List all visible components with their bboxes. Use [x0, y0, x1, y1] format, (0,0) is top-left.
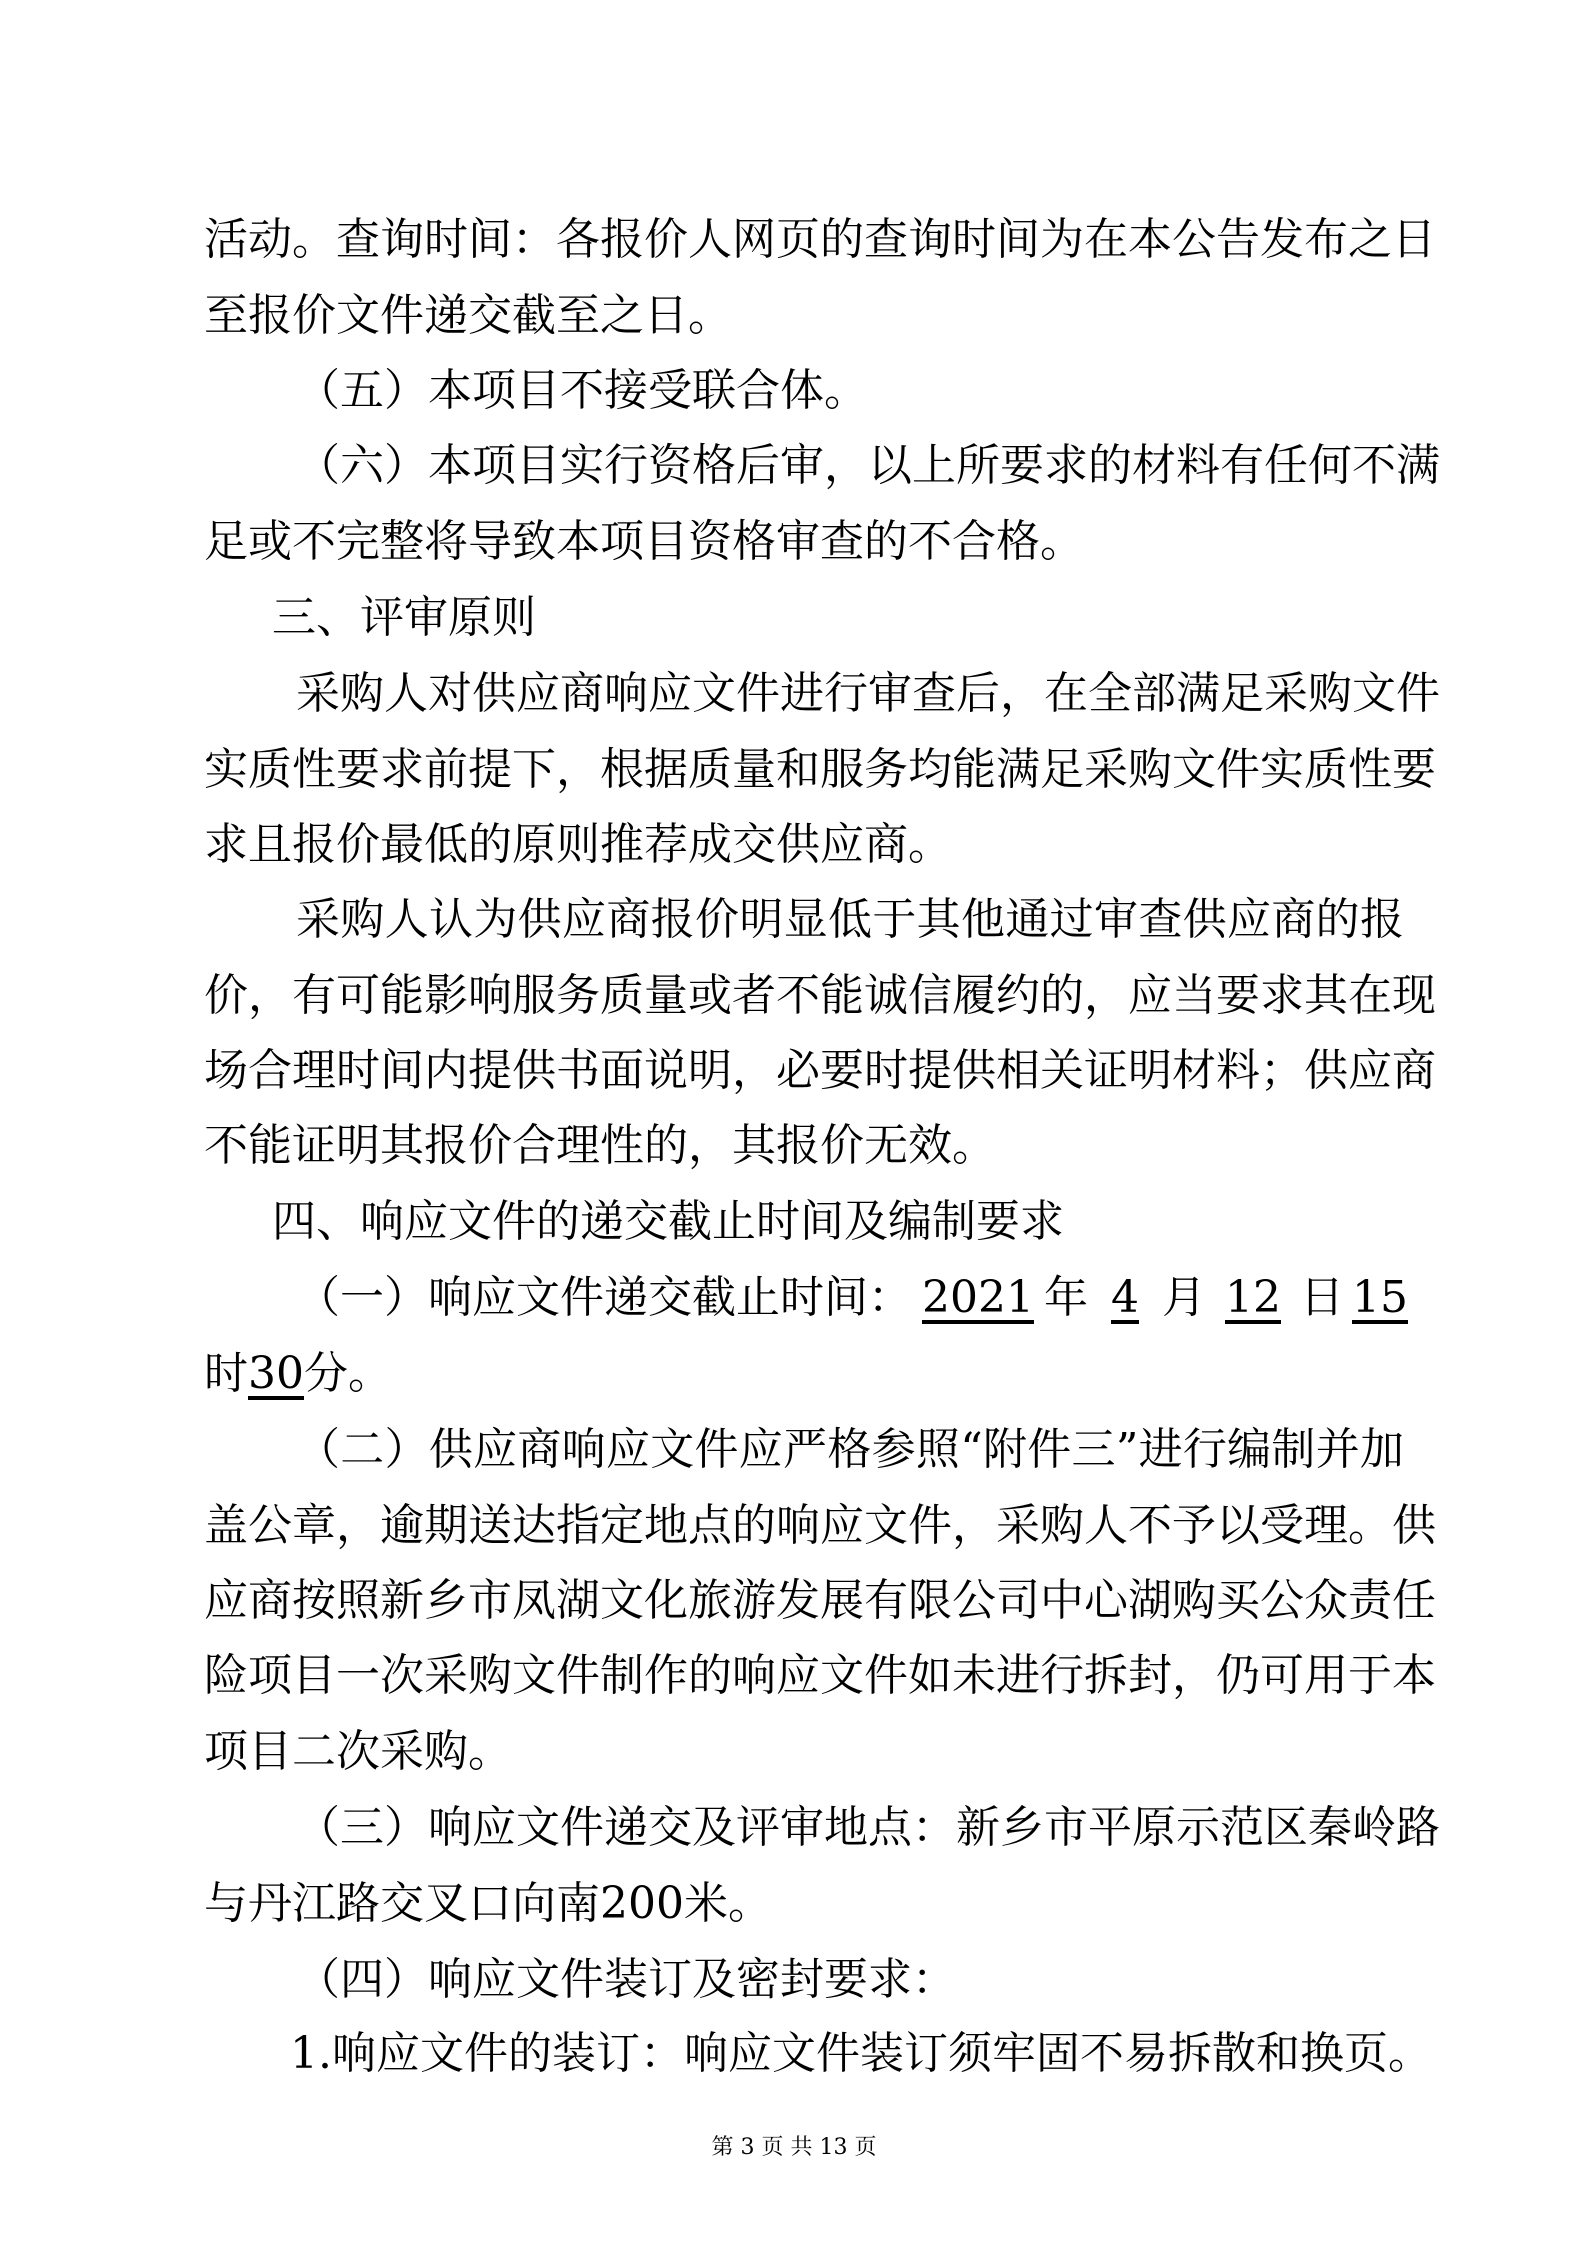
- paragraph-line: 与丹江路交叉口向南200米。: [204, 1878, 772, 1929]
- paragraph-line: （四）响应文件装订及密封要求：: [296, 1954, 956, 2005]
- day-unit: 日: [1300, 1272, 1344, 1323]
- paragraph-line: 活动。查询时间：各报价人网页的查询时间为在本公告发布之日: [204, 214, 1436, 265]
- minute-unit: 分。: [304, 1348, 392, 1399]
- paragraph-line: 应商按照新乡市凤湖文化旅游发展有限公司中心湖购买公众责任: [204, 1575, 1436, 1626]
- paragraph-line: 至报价文件递交截至之日。: [204, 290, 732, 341]
- month-unit: 月: [1162, 1272, 1206, 1323]
- hour-unit: 时: [204, 1348, 248, 1399]
- paragraph-line: 场合理时间内提供书面说明，必要时提供相关证明材料；供应商: [204, 1045, 1436, 1096]
- paragraph-line: 采购人对供应商响应文件进行审查后，在全部满足采购文件: [296, 668, 1440, 719]
- deadline-line-2: [204, 1346, 1404, 1402]
- paragraph-line: （二）供应商响应文件应严格参照“附件三”进行编制并加: [296, 1424, 1404, 1475]
- paragraph-line: 实质性要求前提下，根据质量和服务均能满足采购文件实质性要: [204, 744, 1436, 795]
- paragraph-line: 1.响应文件的装订：响应文件装订须牢固不易拆散和换页。: [290, 2028, 1432, 2079]
- deadline-month: 4: [1111, 1272, 1139, 1323]
- paragraph-line: 足或不完整将导致本项目资格审查的不合格。: [204, 516, 1084, 567]
- section-heading: 四、响应文件的递交截止时间及编制要求: [272, 1196, 1064, 1247]
- paragraph-line: 项目二次采购。: [204, 1726, 512, 1777]
- paragraph-line: 采购人认为供应商报价明显低于其他通过审查供应商的报: [296, 894, 1404, 945]
- year-unit: 年: [1044, 1272, 1088, 1323]
- deadline-day: 12: [1225, 1272, 1281, 1323]
- deadline-prefix: （一）响应文件递交截止时间：: [296, 1272, 912, 1323]
- paragraph-line: （三）响应文件递交及评审地点：新乡市平原示范区秦岭路: [296, 1802, 1440, 1853]
- paragraph-line: （五）本项目不接受联合体。: [296, 365, 868, 416]
- paragraph-line: 盖公章，逾期送达指定地点的响应文件，采购人不予以受理。供: [204, 1500, 1436, 1551]
- deadline-minute: 30: [248, 1348, 304, 1399]
- deadline-hour: 15: [1352, 1272, 1408, 1323]
- paragraph-line: 不能证明其报价合理性的，其报价无效。: [204, 1120, 996, 1171]
- deadline-year: 2021: [922, 1272, 1034, 1323]
- page-number-footer: 第 3 页 共 13 页: [711, 2135, 877, 2160]
- section-heading: 三、评审原则: [272, 592, 536, 643]
- paragraph-line: 价，有可能影响服务质量或者不能诚信履约的，应当要求其在现: [204, 970, 1436, 1021]
- paragraph-line: 险项目一次采购文件制作的响应文件如未进行拆封，仍可用于本: [204, 1650, 1436, 1701]
- deadline-line: [296, 1270, 1408, 1326]
- paragraph-line: 求且报价最低的原则推荐成交供应商。: [204, 819, 952, 870]
- paragraph-line: （六）本项目实行资格后审，以上所要求的材料有任何不满: [296, 440, 1440, 491]
